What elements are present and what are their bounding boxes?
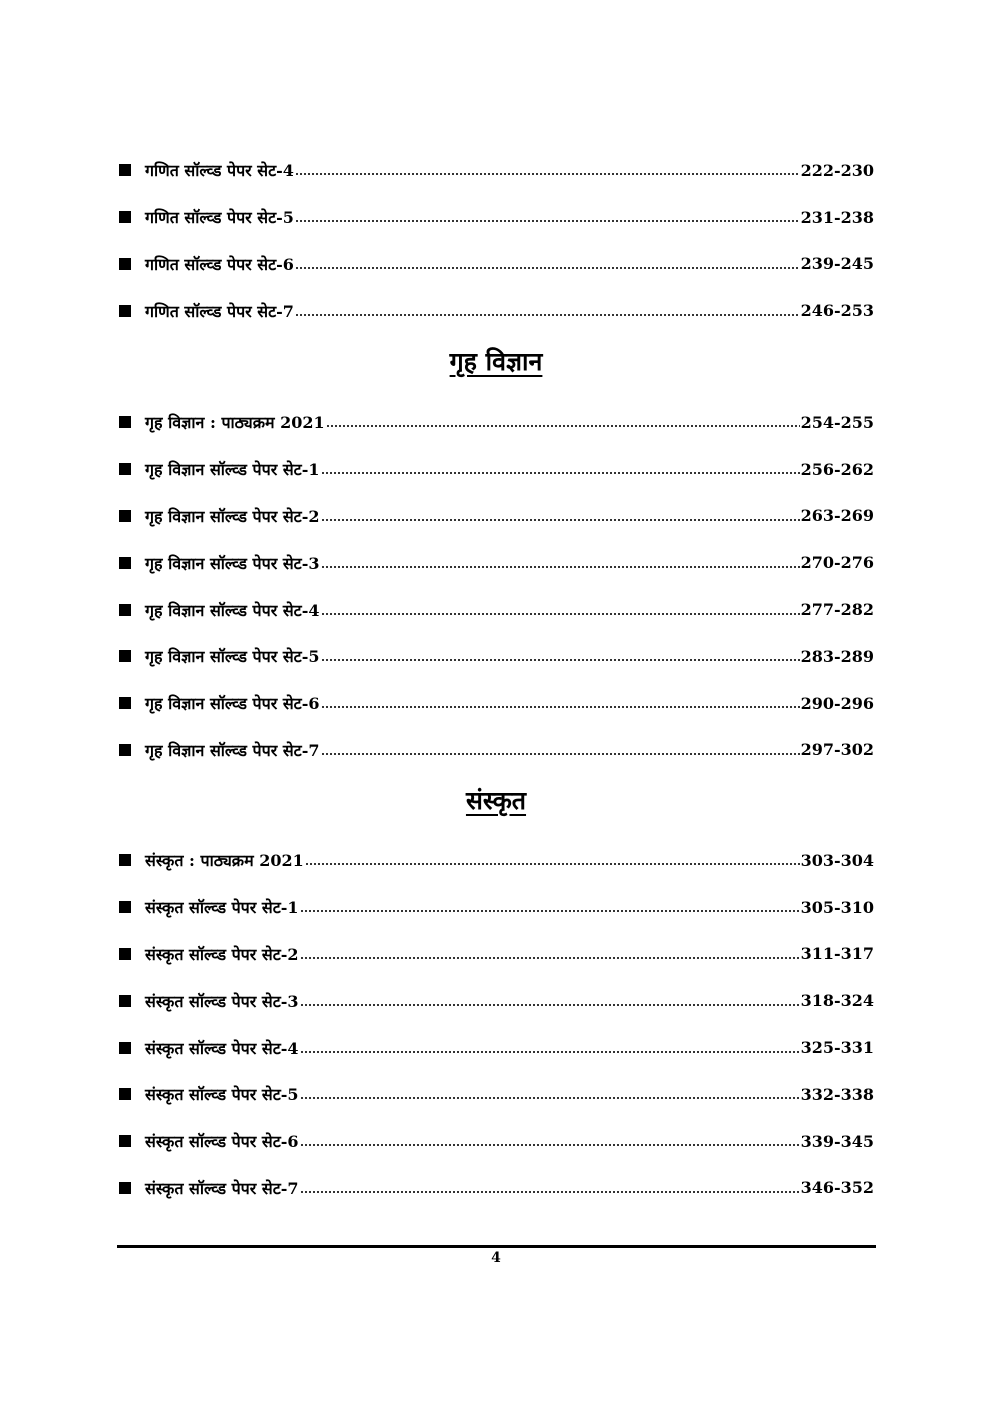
square-bullet-icon: [119, 854, 131, 866]
square-bullet-icon: [119, 1042, 131, 1054]
footer-divider: [117, 1245, 876, 1248]
toc-entry[interactable]: [118, 1024, 874, 1071]
entry-label: संस्कृत : पाठ्यक्रम 2021: [145, 851, 304, 871]
dot-leader: [300, 1004, 800, 1006]
entry-pages: 311-317: [800, 944, 874, 964]
dot-leader: [300, 1051, 800, 1053]
toc-entry[interactable]: [118, 241, 874, 288]
dot-leader: [300, 1144, 800, 1146]
toc-entry[interactable]: [118, 884, 874, 931]
dot-leader: [321, 706, 800, 708]
entry-pages: 305-310: [800, 897, 874, 917]
entry-pages: 290-296: [800, 693, 874, 713]
home-science-entries: [118, 399, 874, 773]
dot-leader: [295, 267, 800, 269]
entry-label: गृह विज्ञान सॉल्व्ड पेपर सेट-3: [145, 553, 320, 573]
dot-leader: [295, 220, 800, 222]
entry-pages: 263-269: [800, 506, 874, 526]
entry-label: संस्कृत सॉल्व्ड पेपर सेट-4: [145, 1038, 299, 1058]
square-bullet-icon: [119, 744, 131, 756]
entry-pages: 222-230: [800, 160, 874, 180]
dot-leader: [295, 173, 800, 175]
toc-entry[interactable]: [118, 1118, 874, 1165]
entry-label: संस्कृत सॉल्व्ड पेपर सेट-2: [145, 944, 299, 964]
entry-label: गणित सॉल्व्ड पेपर सेट-7: [145, 301, 294, 321]
entry-pages: 277-282: [800, 600, 874, 620]
toc-entry[interactable]: [118, 493, 874, 540]
entry-pages: 325-331: [800, 1038, 874, 1058]
entry-label: संस्कृत सॉल्व्ड पेपर सेट-1: [145, 898, 299, 918]
dot-leader: [295, 314, 800, 316]
toc-entry[interactable]: [118, 539, 874, 586]
toc-entry[interactable]: [118, 287, 874, 334]
section-title-sanskrit: संस्कृत: [465, 786, 527, 815]
dot-leader: [321, 472, 800, 474]
square-bullet-icon: [119, 463, 131, 475]
entry-label: गृह विज्ञान सॉल्व्ड पेपर सेट-5: [145, 647, 320, 667]
toc-entry[interactable]: [118, 931, 874, 978]
square-bullet-icon: [119, 1088, 131, 1100]
entry-pages: 256-262: [800, 459, 874, 479]
entry-pages: 332-338: [800, 1084, 874, 1104]
square-bullet-icon: [119, 557, 131, 569]
square-bullet-icon: [119, 650, 131, 662]
entry-label: गृह विज्ञान सॉल्व्ड पेपर सेट-7: [145, 740, 320, 760]
toc-entry[interactable]: [118, 1165, 874, 1212]
entry-label: गणित सॉल्व्ड पेपर सेट-6: [145, 254, 294, 274]
entry-pages: 303-304: [800, 850, 874, 870]
dot-leader: [300, 1191, 800, 1193]
dot-leader: [300, 1097, 800, 1099]
entry-pages: 239-245: [800, 254, 874, 274]
entry-label: संस्कृत सॉल्व्ड पेपर सेट-7: [145, 1178, 299, 1198]
dot-leader: [321, 659, 800, 661]
entry-pages: 297-302: [800, 740, 874, 760]
math-entries: [118, 147, 874, 334]
dot-leader: [300, 910, 800, 912]
entry-label: गृह विज्ञान : पाठ्यक्रम 2021: [145, 413, 325, 433]
entry-label: गृह विज्ञान सॉल्व्ड पेपर सेट-4: [145, 600, 320, 620]
entry-pages: 346-352: [800, 1178, 874, 1198]
dot-leader: [300, 957, 800, 959]
toc-entry[interactable]: [118, 633, 874, 680]
entry-label: संस्कृत सॉल्व्ड पेपर सेट-6: [145, 1132, 299, 1152]
entry-label: संस्कृत सॉल्व्ड पेपर सेट-3: [145, 991, 299, 1011]
toc-entry[interactable]: [118, 399, 874, 446]
dot-leader: [321, 613, 800, 615]
dot-leader: [321, 519, 800, 521]
square-bullet-icon: [119, 510, 131, 522]
square-bullet-icon: [119, 901, 131, 913]
entry-pages: 270-276: [800, 553, 874, 573]
toc-entry[interactable]: [118, 446, 874, 493]
dot-leader: [326, 425, 800, 427]
square-bullet-icon: [119, 995, 131, 1007]
toc-entry[interactable]: [118, 977, 874, 1024]
square-bullet-icon: [119, 416, 131, 428]
entry-pages: 318-324: [800, 991, 874, 1011]
dot-leader: [305, 863, 800, 865]
entry-label: गृह विज्ञान सॉल्व्ड पेपर सेट-6: [145, 694, 320, 714]
square-bullet-icon: [119, 211, 131, 223]
entry-pages: 246-253: [800, 301, 874, 321]
entry-label: गृह विज्ञान सॉल्व्ड पेपर सेट-1: [145, 460, 320, 480]
toc-entry[interactable]: [118, 586, 874, 633]
square-bullet-icon: [119, 604, 131, 616]
square-bullet-icon: [119, 1182, 131, 1194]
sanskrit-entries: [118, 837, 874, 1211]
entry-pages: 231-238: [800, 207, 874, 227]
page-number: 4: [491, 1250, 501, 1266]
square-bullet-icon: [119, 164, 131, 176]
square-bullet-icon: [119, 697, 131, 709]
section-title-home-science: गृह विज्ञान: [449, 347, 543, 376]
entry-pages: 339-345: [800, 1131, 874, 1151]
toc-entry[interactable]: [118, 727, 874, 774]
toc-entry[interactable]: [118, 837, 874, 884]
square-bullet-icon: [119, 258, 131, 270]
entry-pages: 283-289: [800, 646, 874, 666]
square-bullet-icon: [119, 305, 131, 317]
entry-pages: 254-255: [800, 412, 874, 432]
toc-entry[interactable]: [118, 680, 874, 727]
entry-label: गृह विज्ञान सॉल्व्ड पेपर सेट-2: [145, 506, 320, 526]
toc-entry[interactable]: [118, 194, 874, 241]
square-bullet-icon: [119, 1135, 131, 1147]
entry-label: गणित सॉल्व्ड पेपर सेट-4: [145, 161, 294, 181]
entry-label: गणित सॉल्व्ड पेपर सेट-5: [145, 208, 294, 228]
dot-leader: [321, 753, 800, 755]
entry-label: संस्कृत सॉल्व्ड पेपर सेट-5: [145, 1085, 299, 1105]
toc-entry[interactable]: [118, 1071, 874, 1118]
toc-entry[interactable]: [118, 147, 874, 194]
square-bullet-icon: [119, 948, 131, 960]
dot-leader: [321, 566, 800, 568]
